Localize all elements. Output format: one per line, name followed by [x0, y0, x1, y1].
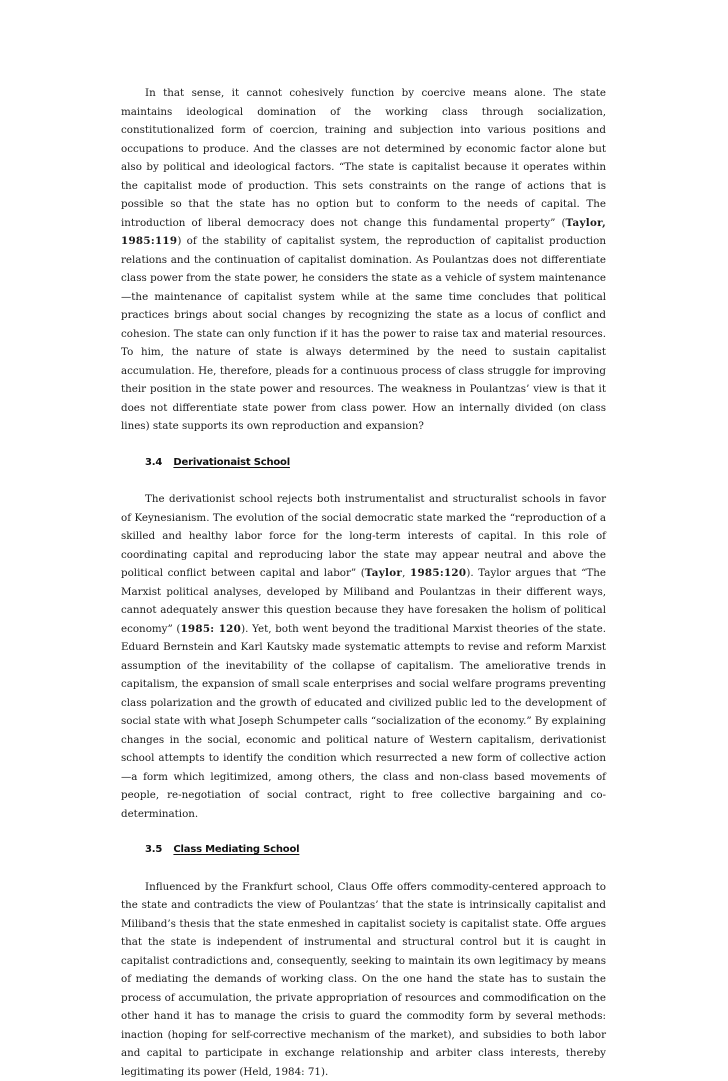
citation-text: 1985:120 [410, 567, 466, 579]
section-heading-3-4 [121, 454, 606, 473]
citation-text: 1985: 120 [180, 623, 241, 635]
paragraph-class-mediating [121, 878, 606, 1081]
body-text: , [402, 567, 410, 579]
body-text: Influenced by the Frankfurt school, Claus Offe offers commodity-centered approach to the state and contradicts the view of Poulantzas’ that the state is intrinsically capitalist and Miliband’s thesis that the state enmeshed in capitalist society is capitalist state. Offe argues that the state is independent of instrumental and structural control but it is caught in capitalist contradictions and, consequently, seeking to maintain its own legitimacy by means of mediating the demands of working class. On the one hand the state has to sustain the process of accumulation, the private appropriation of resources and commodification on the other hand it has to manage the crisis to guard the commodity form by several methods: inaction (hoping for self-corrective mechanism of the market), and subsidies to both labor and capital to participate in exchange relationship and arbiter class interests, thereby legitimating its power (Held, 1984: 71). [121, 881, 606, 1078]
section-title: Class Mediating School [173, 844, 299, 855]
body-text: ). Taylor argues that “The Marxist political analyses, developed by Miliband and Poulantzas in their different ways, cannot adequately answer this question because they have foresaken the holism of political economy” ( [121, 567, 606, 635]
paragraph-poulantzas [121, 84, 606, 436]
body-text: ). Yet, both went beyond the traditional Marxist theories of the state. Eduard Bernstein and Karl Kautsky made systematic attempts to revise and reform Marxist assumption of the inevitability of the collapse of capitalism. The ameliorative trends in capitalism, the expansion of small scale enterprises and social welfare programs preventing class polarization and the growth of educated and civilized public led to the development of social state with what Joseph Schumpeter calls “socialization of the economy.” By explaining changes in the social, economic and political nature of Western capitalism, derivationist school attempts to identify the condition which resurrected a new form of collective action—a form which legitimized, among others, the class and non-class based movements of people, re-negotiation of social contract, right to free collective bargaining and co-determination. [121, 623, 606, 820]
citation-text: Taylor [365, 567, 402, 579]
section-heading-3-5 [121, 841, 606, 860]
body-text: The derivationist school rejects both instrumentalist and structuralist schools in favor of Keynesianism. The evolution of the social democratic state marked the “reproduction of a skilled and healthy labor force for the long-term interests of capital. In this role of coordinating capital and reproducing labor the state may appear neutral and above the political conflict between capital and labor” ( [121, 493, 606, 579]
section-number: 3.5 [145, 844, 162, 855]
body-text: In that sense, it cannot cohesively function by coercive means alone. The state maintains ideological domination of the working class through socialization, constitutionalized form of coercion, training and subjection into various positions and occupations to produce. And the classes are not determined by economic factor alone but also by political and ideological factors. “The state is capitalist because it operates within the capitalist mode of production. This sets constraints on the range of actions that is possible so that the state has no option but to conform to the needs of capital. The introduction of liberal democracy does not change this fundamental property” ( [121, 87, 606, 229]
citation-text: Taylor, 1985:119 [121, 217, 606, 248]
section-title: Derivationaist School [173, 457, 290, 468]
document-page [121, 84, 606, 1081]
body-text: ) of the stability of capitalist system, the reproduction of capitalist production relations and the continuation of capitalist domination. As Poulantzas does not differentiate class power from the state power, he considers the state as a vehicle of system maintenance—the maintenance of capitalist system while at the same time concludes that political practices brings about social changes by recognizing the state as a locus of conflict and cohesion. The state can only function if it has the power to raise tax and material resources. To him, the nature of state is always determined by the need to sustain capitalist accumulation. He, therefore, pleads for a continuous process of class struggle for improving their position in the state power and resources. The weakness in Poulantzas’ view is that it does not differentiate state power from class power. How an internally divided (on class lines) state supports its own reproduction and expansion? [121, 235, 606, 432]
paragraph-derivationist [121, 490, 606, 823]
section-number: 3.4 [145, 457, 162, 468]
